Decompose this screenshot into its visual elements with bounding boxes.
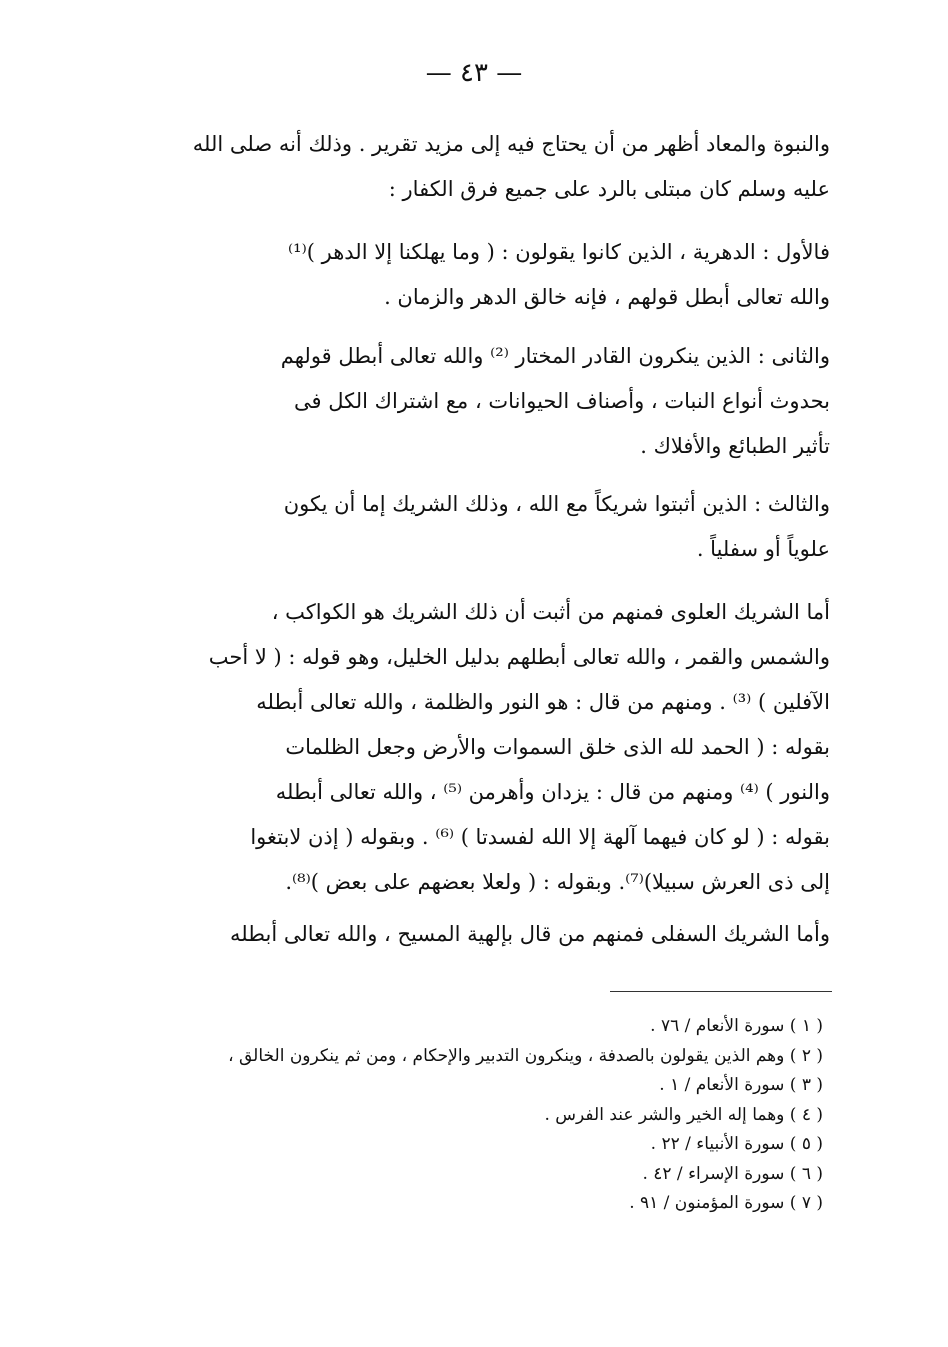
text-line: والثالث : الذين أثبتوا شريكاً مع الله ، وذلك الشريك إما أن يكون (283, 492, 830, 516)
text-line: بقوله : ( الحمد لله الذى خلق السموات والأرض وجعل الظلمات (285, 735, 830, 759)
text-line: إلى ذى العرش سبيلا)⁽⁷⁾. وبقوله : ( ولعلا بعضهم على بعض )⁽⁸⁾. (285, 870, 830, 894)
paragraph-4 (168, 482, 830, 572)
text-line: والشمس والقمر ، والله تعالى أبطلهم بدليل الخليل، وهو قوله : ( لا أحب (208, 645, 830, 669)
paragraph-3 (168, 334, 830, 469)
paragraph-1 (168, 122, 830, 212)
footnote-2: ( ٢ ) وهم الذين يقولون بالصدفة ، وينكرون التدبير والإحكام ، ومن ثم ينكرون الخالق ، (228, 1045, 823, 1066)
text-line: والله تعالى أبطل قولهم ، فإنه خالق الدهر والزمان . (384, 285, 830, 309)
text-line: أما الشريك العلوى فمنهم من أثبت أن ذلك الشريك هو الكواكب ، (271, 600, 830, 624)
footnote-separator (610, 991, 832, 992)
footnote-4: ( ٤ ) وهما إله الخير والشر عند الفرس . (544, 1104, 823, 1125)
text-line: عليه وسلم كان مبتلى بالرد على جميع فرق الكفار : (388, 177, 830, 201)
footnote-3: ( ٣ ) سورة الأنعام / ١ . (659, 1075, 823, 1095)
text-line: تأثير الطبائع والأفلاك . (640, 434, 830, 458)
text-line: فالأول : الدهرية ، الذين كانوا يقولون : ( وما يهلكنا إلا الدهر )⁽¹⁾ (288, 240, 830, 264)
text-line: وأما الشريك السفلى فمنهم من قال بإلهية المسيح ، والله تعالى أبطله (230, 922, 830, 946)
text-line: والنبوة والمعاد أظهر من أن يحتاج فيه إلى مزيد تقرير . وذلك أنه صلى الله (192, 132, 830, 156)
footnote-7: ( ٧ ) سورة المؤمنون / ٩١ . (629, 1193, 823, 1213)
paragraph-2 (168, 230, 830, 320)
text-line: علوياً أو سفلياً . (696, 537, 830, 561)
text-line: بقوله : ( لو كان فيهما آلهة إلا الله لفسدتا ) ⁽⁶⁾ . وبقوله ( إذن لابتغوا (250, 825, 830, 849)
text-line: والثانى : الذين ينكرون القادر المختار ⁽²⁾ والله تعالى أبطل قولهم (280, 344, 830, 368)
footnote-5: ( ٥ ) سورة الأنبياء / ٢٢ . (650, 1134, 823, 1154)
footnotes (168, 1012, 823, 1219)
paragraph-5 (168, 590, 830, 905)
footnote-6: ( ٦ ) سورة الإسراء / ٤٢ . (642, 1163, 823, 1184)
text-line: الآفلين ) ⁽³⁾ . ومنهم من قال : هو النور والظلمة ، والله تعالى أبطله (256, 690, 830, 714)
page-number: — ٤٣ — (425, 58, 523, 88)
paragraph-6 (168, 912, 830, 957)
footnote-1: ( ١ ) سورة الأنعام / ٧٦ . (650, 1016, 823, 1036)
text-line: والنور ) ⁽⁴⁾ ومنهم من قال : يزدان وأهرمن ⁽⁵⁾ ، والله تعالى أبطله (275, 780, 830, 804)
text-line: بحدوث أنواع النبات ، وأصناف الحيوانات ، مع اشتراك الكل فى (294, 389, 830, 413)
